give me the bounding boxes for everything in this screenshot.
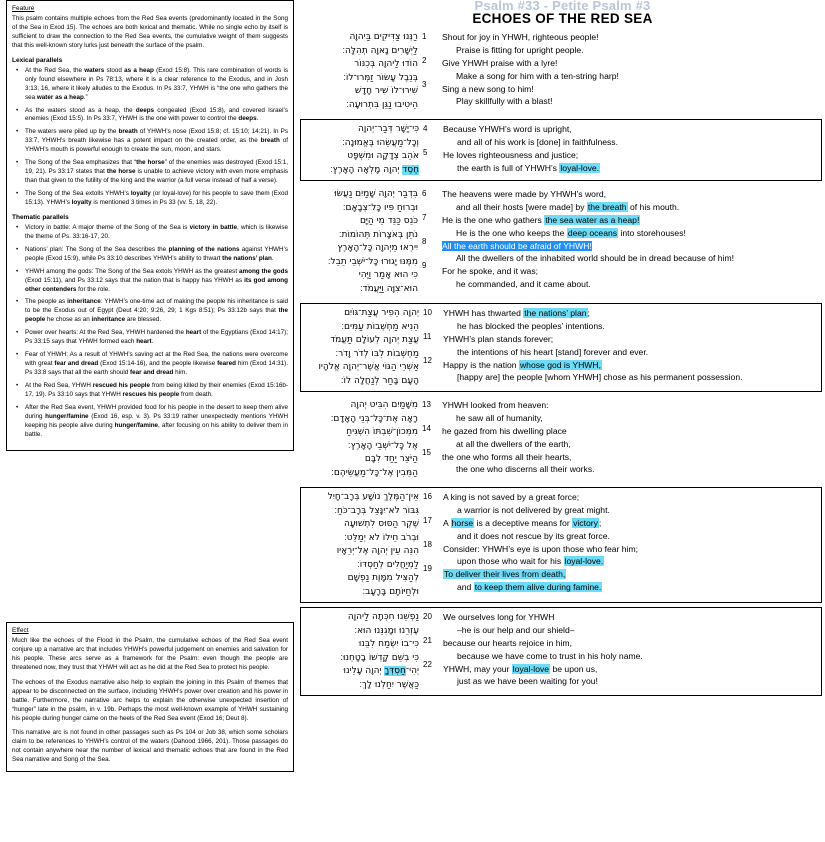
list-item: • The Song of the Sea extolls YHWH’s loyalty (or loyal-love) for his people to save them (Exod 15:13). YHWH’s loyalty is mentioned 3 times in Ps 33 (vv. 5, 18, 22). [21,190,288,208]
list-item: • The people as inheritance: YHWH’s one-time act of making the people his inheritance is said to be the Exodus out of Egypt (Deut 4:20; 9:26, 29; 1 Kgs 8:51); Ps 33:12b says that the people he chose as an inheritance are blessed. [21,298,288,325]
hebrew-column [303,611,423,692]
hebrew-line: אֹהֵב צְדָקָה וּמִשְׁפָּט [347,151,419,161]
verse-line: he has blocked the peoples’ intentions. [457,320,605,331]
verse-number: 17 [423,516,432,525]
verse-line: the one who discerns all their works. [456,464,595,475]
list-item: • At the Red Sea, YHWH rescued his people from being killed by their enemies (Exod 15:16b-17, 19). Ps 33:10 says that YHWH rescues his people from death. [21,382,288,400]
stanza [300,185,822,299]
hebrew-line: רַנְּנוּ צַדִּיקִים בַּיהוָה [349,32,418,42]
list-item: • Nations’ plan: The Song of the Sea describes the planning of the nations against YHWH’s people (Exod 15:9), while Ps 33:10 describes YHWH’s ability to thwart the nations’ plan. [21,246,288,264]
verse-line: the one who forms all their hearts, [442,451,572,462]
verse-line: he gazed from his dwelling place [442,425,567,436]
hebrew-line: בְּנֵבֶל עָשׂוֹר זַמְּרוּ־לוֹ׃ [343,72,418,83]
hebrew-line: יְהוָה הֵפִיר עֲצַת־גּוֹיִם [344,308,419,318]
feature-label: Feature [12,5,35,12]
verse-number-column [423,123,441,171]
english-column [440,399,820,476]
hebrew-column [302,188,422,296]
verse-line: YHWH, may your loyal-love be upon us, [443,663,598,674]
hebrew-line: וְכָל־מַעֲשֵׂהוּ בֶּאֱמוּנָה׃ [342,137,419,148]
hebrew-line: הָעָם בָּחַר לְנַחֲלָה לוֹ׃ [340,375,419,386]
verse-line: Because YHWH’s word is upright, [443,124,572,134]
paragraph: Much like the echoes of the Flood in the Psalm, the cumulative echoes of the Red Sea event conjure up a narrative arc that includes YHWH’s powerful judgement on enemies and salvation for his people. These arcs serve as a framework for the Psalm: even though the people are threatened now, they trust that YHWH will act as he did at the Red Sea to protect his people. [12,637,288,671]
hebrew-column [302,31,422,112]
hebrew-line: שִׁירוּ־לוֹ שִׁיר חָדָשׁ [354,86,418,96]
hebrew-line: שֶׁקֶר הַסּוּס לִתְשׁוּעָה [343,519,419,529]
verse-number: 20 [423,612,432,621]
verse-line: All the earth should be afraid of YHWH! [442,240,592,251]
verse-number-column [422,188,440,284]
hebrew-line: עֶזְרֵנוּ וּמָגִנֵּנוּ הוּא׃ [354,625,419,636]
verse-number: 8 [422,237,427,246]
hebrew-line: חֶסֶד יְהוָה מָלְאָה הָאָרֶץ׃ [329,164,419,175]
hebrew-line: בִּדְבַר יְהוָה שָׁמַיִם נַעֲשׂוּ [334,189,418,199]
list-item: • The waters were piled up by the breath of YHWH’s nose (Exod 15:8; cf. 15:10; 14:21). In Ps 33:7, YHWH’s breath likewise has a potent impact on the created order, as the breath of YHWH’s mouth is powerful enough to create the sun, moon, and stars. [21,128,288,155]
hebrew-line: כֹּנֵס כַּנֵּד מֵי הַיָּם [359,216,418,226]
hebrew-line: וּלְחַיּוֹתָם בָּרָעָב׃ [362,586,419,597]
hebrew-line: מַחְשְׁבוֹת לִבּוֹ לְדֹר וָדֹר׃ [335,348,419,359]
hebrew-line: יְהִי־חַסְדְּךָ יְהוָה עָלֵינוּ [343,666,419,676]
hebrew-line: כִּי־בוֹ יִשְׂמַח לִבֵּנוּ [358,639,419,649]
effect-box [6,622,294,772]
verse-line: A horse is a deceptive means for victory; [443,517,602,528]
hebrew-line: אַשְׁרֵי הַגּוֹי אֲשֶׁר־יְהוָה אֱלֹהָיו [318,362,419,372]
hebrew-line: הִנֵּה עֵין יְהוָה אֶל־יְרֵאָיו [336,546,419,556]
stanza [300,396,822,483]
verse-line: he saw all of humanity, [456,412,543,423]
hebrew-line: כִּי בְשֵׁם קָדְשׁוֹ בָטָחְנוּ׃ [340,652,419,663]
english-column [441,307,819,384]
verse-number: 12 [423,356,432,365]
hebrew-column [302,399,422,480]
verse-number: 3 [422,80,427,89]
verse-number-column [423,307,441,379]
verse-line: YHWH has thwarted the nations’ plan; [443,308,590,318]
verse-number: 16 [423,492,432,501]
hebrew-line: יִירְאוּ מֵיְהוָה כָּל־הָאָרֶץ [337,243,418,253]
stanza [300,303,822,392]
thematic-list [12,224,288,440]
verse-line: For he spoke, and it was; [442,266,539,277]
stanza [300,487,822,603]
verse-number-column [423,611,441,683]
list-item: • As the waters stood as a heap, the deeps congealed (Exod 15:8), and covered Israel’s enemies (Exod 15:5). In Ps 33:7, YHWH is the one with power to control the deeps. [21,107,288,125]
verse-number: 9 [422,261,427,270]
hebrew-column [303,307,423,388]
verse-line: All the dwellers of the inhabited world should be in dread because of him! [456,253,735,264]
verse-number: 1 [422,32,427,41]
hebrew-line: אֶל כָּל־יֹשְׁבֵי הָאָרֶץ׃ [347,440,418,451]
hebrew-line: וּבְרוּחַ פִּיו כָּל־צְבָאָם׃ [342,202,418,213]
verse-line: because we have come to trust in his holy name. [457,650,643,661]
verse-number-column [423,491,441,587]
stanza [300,28,822,115]
verse-line: He loves righteousness and justice; [443,149,579,160]
feature-box [6,0,294,451]
verse-line: He is the one who keeps the deep oceans into storehouses! [456,227,686,238]
title-block [300,0,825,26]
hebrew-line: רָאָה אֶת־כָּל־בְּנֵי הָאָדָם׃ [330,413,418,424]
hebrew-line: לַיְשָׁרִים נָאוָה תְהִלָּה׃ [342,45,418,56]
verse-number: 14 [422,424,431,433]
verse-line: just as we have been waiting for you! [457,676,598,687]
paragraph: The echoes of the Exodus narrative also help to explain the joining in this Psalm of themes that appear to be disconnected on the surface, including YHWH’s power over creation and his power in battle. Furthermore, the narrative arc helps to explain the otherwise unexpected insertion of “hunger” late in the psalm, in v. 19b. Perhaps the most well-known example of YHWH sustaining his people during hunger came on the heels of the Red Sea event (Exod 16; Deut 8). [12,678,288,722]
hebrew-line: הוֹדוּ לַיהוָה בְּכִנּוֹר [354,59,418,69]
verse-line: Consider: YHWH’s eye is upon those who fear him; [443,543,639,554]
psalm-body [300,28,822,700]
verse-number: 4 [423,124,428,133]
verse-number: 7 [422,213,427,222]
lexical-list [12,67,288,208]
verse-line: Praise is fitting for upright people. [456,44,584,55]
verse-line: the earth is full of YHWH’s loyal-love. [457,162,600,173]
english-column [441,611,819,688]
hebrew-line: אֵין־הַמֶּלֶךְ נוֹשָׁע בְּרָב־חָיִל [327,492,419,502]
verse-line: upon those who wait for his loyal-love. [457,556,604,567]
verse-number: 10 [423,308,432,317]
effect-paragraphs [12,637,288,765]
hebrew-line: וּבְרֹב חֵילוֹ לֹא יְמַלֵּט׃ [344,532,419,543]
list-item: • YHWH among the gods: The Song of the Sea extols YHWH as the greatest among the gods (Exod 15:11), and Ps 33:12 says that the nation that is happy has YHWH as its god among other contenders for the role. [21,268,288,295]
effect-label: Effect [12,627,29,634]
verse-line: and to keep them alive during famine. [457,582,602,593]
verse-line: YHWH looked from heaven: [442,400,549,410]
verse-number: 15 [422,448,431,457]
list-item: • Fear of YHWH: As a result of YHWH’s saving act at the Red Sea, the nations were overcome with great fear and dread (Exod 15:14-16), and the people likewise feared him (Exod 14:31). Ps 33:8 says that all the earth should fear and dread him. [21,351,288,378]
verse-number: 6 [422,189,427,198]
list-item: • The Song of the Sea emphasizes that “the horse” of the enemies was destroyed (Exod 15:1, 19, 21). Ps 33:17 states that the horse is unable to achieve victory with even more emphasis than that given to the futility of the king and the warrior (a full verse instead of half a verse). [21,159,288,186]
verse-line: YHWH’s plan stands forever; [443,333,554,344]
hebrew-line: הַיֹּצֵר יַחַד לִבָּם [364,454,418,464]
verse-line: We ourselves long for YHWH [443,612,555,622]
faded-title: Psalm #33 - Petite Psalm #3 [474,0,651,10]
verse-number: 5 [423,148,428,157]
verse-line: –he is our help and our shield– [457,624,575,635]
hebrew-line: הוּא־צִוָּה וַיַּעֲמֹד׃ [360,283,418,294]
hebrew-line: כַּאֲשֶׁר יִחַלְנוּ לָךְ׃ [359,679,419,690]
verse-number-column [422,31,440,103]
verse-number: 22 [423,660,432,669]
hebrew-line: לַמְיַחֲלִים לְחַסְדּוֹ׃ [357,559,419,570]
verse-line: Shout for joy in YHWH, righteous people! [442,32,599,42]
verse-line: because our hearts rejoice in him, [443,637,572,648]
verse-line: Sing a new song to him! [442,83,534,94]
verse-line: Play skillfully with a blast! [456,96,553,107]
hebrew-column [303,491,423,599]
feature-intro: This psalm contains multiple echoes from the Red Sea events (predominantly located in the Song of the Sea in Exod 15). The echoes are both lexical and thematic. While no single echo by itself is sufficient to draw the connection to the Red Sea events, the cumulative weight of them suggests that this well-known story lurks just beneath the surface of the psalm. [12,15,288,49]
verse-line: Give YHWH praise with a lyre! [442,57,558,68]
stanza [300,607,822,696]
verse-number: 19 [423,564,432,573]
verse-line: The heavens were made by YHWH’s word, [442,189,606,199]
list-item: • At the Red Sea, the waters stood as a heap (Exod 15:8). This rare combination of words is only found elsewhere in Ps 78:13, where it is a clear reference to the Exodus, and in Josh 3:13, 16, where it likely alludes to the Exodus. In Ps 33:7, YHWH is “the one who gathers the sea water as a heap.” [21,67,288,103]
english-column [440,31,820,108]
thematic-heading: Thematic parallels [12,213,69,221]
verse-line: and it does not rescue by its great force. [457,530,610,541]
verse-line: [happy are] the people [whom YHWH] chose as his permanent possession. [457,372,743,383]
english-column [441,123,819,175]
list-item: • Victory in battle: A major theme of the Song of the Sea is victory in battle, which is likewise the theme of Ps. 33:16-17, 20. [21,224,288,242]
hebrew-line: גִּבּוֹר לֹא־יִנָּצֵל בְּרָב־כֹּחַ׃ [334,505,419,516]
verse-line: To deliver their lives from death, [444,569,566,580]
hebrew-line: הַמֵּבִין אֶל־כָּל־מַעֲשֵׂיהֶם׃ [331,467,418,478]
hebrew-line: מִמֶּנּוּ יָגוּרוּ כָּל־יֹשְׁבֵי תֵבֵל׃ [327,256,418,267]
hebrew-column [303,123,423,177]
hebrew-line: עֲצַת יְהוָה לְעוֹלָם תַּעֲמֹד [330,335,419,345]
stanza [300,119,822,181]
verse-number-column [422,399,440,471]
hebrew-line: נַפְשֵׁנוּ חִכְּתָה לַיהוָה [347,612,419,622]
list-item: • Power over hearts: At the Red Sea, YHWH hardened the heart of the Egyptians (Exod 14:17); Ps 33:15 says that YHWH formed each heart. [21,329,288,347]
english-column [440,188,820,291]
verse-number: 11 [423,332,432,341]
verse-line: A king is not saved by a great force; [443,492,580,502]
english-column [441,491,819,594]
paragraph: This narrative arc is not found in other passages such as Ps 104 or Job 38, which some scholars claim to be references to YHWH’s control of the waters (Dahood 1966, 201). Those passages do not contain anywhere near the number of lexical and thematic echoes that are found in the Red Sea narrative and Song of the Sea. [12,729,288,764]
verse-number: 18 [423,540,432,549]
verse-line: he commanded, and it came about. [456,279,591,290]
verse-number: 21 [423,636,432,645]
verse-line: and all their hosts [were made] by the breath of his mouth. [456,201,680,212]
verse-line: at all the dwellers of the earth, [456,438,571,449]
hebrew-line: מִמְּכוֹן־שִׁבְתּוֹ הִשְׁגִּיחַ [346,427,418,437]
hebrew-line: הֵיטִיבוּ נַגֵּן בִּתְרוּעָה׃ [346,99,418,110]
hebrew-line: מִשָּׁמַיִם הִבִּיט יְהוָה [350,400,418,410]
verse-line: the intentions of his heart [stand] forever and ever. [457,346,649,357]
verse-number: 13 [422,400,431,409]
verse-line: and all of his work is [done] in faithfulness. [457,136,618,147]
verse-line: Make a song for him with a ten-string harp! [456,70,619,81]
hebrew-line: כִּי־יָשָׁר דְּבַר־יְהוָה [357,124,419,134]
lexical-heading: Lexical parallels [12,56,63,64]
verse-line: a warrior is not delivered by great might. [457,504,610,515]
page-title: ECHOES OF THE RED SEA [472,11,653,26]
hebrew-line: לְהַצִּיל מִמָּוֶת נַפְשָׁם [347,573,419,583]
verse-line: He is the one who gathers the sea water as a heap! [442,214,640,225]
hebrew-line: הֵנִיא מַחְשְׁבוֹת עַמִּים׃ [341,321,419,332]
list-item: • After the Red Sea event, YHWH provided food for his people in the desert to keep them alive during hunger/famine (Exod 16, esp. v. 3). Ps 33:19 rather unexpectedly mentions YHWH keeping his people alive during hunger/famine, after focusing on his ability to deliver them in battle. [21,404,288,440]
verse-line: Happy is the nation whose god is YHWH, [443,359,602,370]
verse-number: 2 [422,56,427,65]
hebrew-line: כִּי הוּא אָמַר וַיֶּהִי [358,270,418,280]
hebrew-line: נֹתֵן בְּאֹצָרוֹת תְּהוֹמוֹת׃ [338,229,418,240]
